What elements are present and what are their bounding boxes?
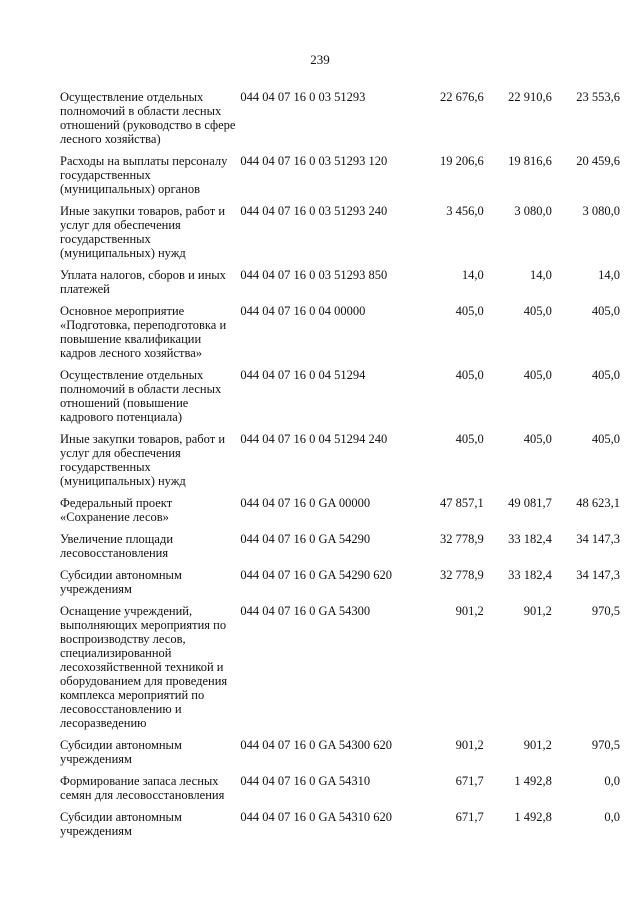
row-code: 044 04 07 16 0 GA 54290 [240, 532, 371, 546]
row-name: Осуществление отдельных полномочий в области лесных отношений (повышение кадрового потенциала) [60, 368, 222, 424]
row-value-2: 49 081,7 [508, 496, 552, 510]
row-code: 044 04 07 16 0 GA 00000 [240, 496, 371, 510]
row-value-3: 405,0 [591, 432, 620, 446]
table-row [60, 304, 620, 368]
row-name: Формирование запаса лесных семян для лесовосстановления [60, 774, 225, 802]
row-value-3: 23 553,6 [576, 90, 620, 104]
row-code: 044 04 07 16 0 GA 54310 620 [240, 810, 393, 824]
row-value-1: 32 778,9 [439, 568, 484, 582]
row-value-3: 14,0 [598, 268, 620, 282]
table-row [60, 90, 620, 154]
row-value-2: 3 080,0 [514, 204, 552, 218]
row-value-3: 405,0 [591, 304, 620, 318]
row-value-2: 19 816,6 [508, 154, 552, 168]
row-value-3: 970,5 [591, 738, 620, 752]
row-code: 044 04 07 16 0 03 51293 850 [240, 268, 388, 282]
budget-table [60, 90, 620, 846]
row-value-1: 405,0 [455, 304, 484, 318]
row-value-2: 405,0 [523, 368, 552, 382]
row-value-1: 19 206,6 [439, 154, 484, 168]
row-name: Уплата налогов, сборов и иных платежей [60, 268, 226, 296]
row-code: 044 04 07 16 0 GA 54310 [240, 774, 371, 788]
row-value-2: 1 492,8 [514, 774, 552, 788]
table-row [60, 154, 620, 204]
row-value-2: 14,0 [529, 268, 552, 282]
row-code: 044 04 07 16 0 GA 54300 620 [240, 738, 393, 752]
row-name: Осуществление отдельных полномочий в области лесных отношений (руководство в сфере лесного хозяйства) [60, 90, 236, 146]
row-value-1: 901,2 [455, 738, 484, 752]
row-code: 044 04 07 16 0 04 51294 [240, 368, 366, 382]
row-code: 044 04 07 16 0 GA 54300 [240, 604, 371, 618]
row-name: Основное мероприятие «Подготовка, переподготовка и повышение квалификации кадров лесного хозяйства» [60, 304, 227, 360]
row-value-3: 34 147,3 [576, 568, 620, 582]
row-value-1: 14,0 [461, 268, 484, 282]
row-value-1: 405,0 [455, 368, 484, 382]
row-value-1: 3 456,0 [446, 204, 484, 218]
table-row [60, 432, 620, 496]
row-value-2: 901,2 [523, 604, 552, 618]
row-name: Расходы на выплаты персоналу государственных (муниципальных) органов [60, 154, 228, 196]
row-value-3: 20 459,6 [576, 154, 620, 168]
row-name: Увеличение площади лесовосстановления [60, 532, 174, 560]
row-name: Иные закупки товаров, работ и услуг для обеспечения государственных (муниципальных) нужд [60, 432, 226, 488]
row-code: 044 04 07 16 0 03 51293 [240, 90, 366, 104]
row-value-1: 671,7 [455, 774, 484, 788]
row-value-3: 34 147,3 [576, 532, 620, 546]
row-name: Субсидии автономным учреждениям [60, 810, 182, 838]
row-value-2: 33 182,4 [508, 532, 552, 546]
table-row [60, 204, 620, 268]
row-value-1: 671,7 [455, 810, 484, 824]
row-value-3: 3 080,0 [582, 204, 620, 218]
row-value-2: 1 492,8 [514, 810, 552, 824]
table-row [60, 810, 620, 846]
row-value-3: 0,0 [604, 774, 620, 788]
page-number: 239 [310, 52, 330, 67]
table-row [60, 496, 620, 532]
table-row [60, 738, 620, 774]
row-value-3: 0,0 [604, 810, 620, 824]
row-name: Оснащение учреждений, выполняющих мероприятия по воспроизводству лесов, специализированной лесохозяйственной техникой и оборудованием для проведения комплекса мероприятий по лесовосстановлению и лесоразведению [60, 604, 228, 730]
row-code: 044 04 07 16 0 04 00000 [240, 304, 366, 318]
row-value-2: 22 910,6 [508, 90, 552, 104]
row-value-2: 405,0 [523, 304, 552, 318]
row-value-3: 48 623,1 [576, 496, 620, 510]
row-value-1: 47 857,1 [439, 496, 484, 510]
table-row [60, 604, 620, 738]
row-name: Иные закупки товаров, работ и услуг для обеспечения государственных (муниципальных) нужд [60, 204, 226, 260]
table-row [60, 532, 620, 568]
row-value-3: 970,5 [591, 604, 620, 618]
row-name: Субсидии автономным учреждениям [60, 568, 182, 596]
row-value-1: 405,0 [455, 432, 484, 446]
row-name: Субсидии автономным учреждениям [60, 738, 182, 766]
row-code: 044 04 07 16 0 03 51293 240 [240, 204, 388, 218]
row-value-2: 901,2 [523, 738, 552, 752]
row-code: 044 04 07 16 0 04 51294 240 [240, 432, 388, 446]
row-code: 044 04 07 16 0 03 51293 120 [240, 154, 388, 168]
table-row [60, 268, 620, 304]
table-row [60, 368, 620, 432]
table-row [60, 774, 620, 810]
row-value-2: 33 182,4 [508, 568, 552, 582]
row-name: Федеральный проект «Сохранение лесов» [60, 496, 173, 524]
row-value-1: 32 778,9 [439, 532, 484, 546]
row-code: 044 04 07 16 0 GA 54290 620 [240, 568, 393, 582]
row-value-1: 901,2 [455, 604, 484, 618]
row-value-3: 405,0 [591, 368, 620, 382]
row-value-2: 405,0 [523, 432, 552, 446]
row-value-1: 22 676,6 [439, 90, 484, 104]
table-row [60, 568, 620, 604]
